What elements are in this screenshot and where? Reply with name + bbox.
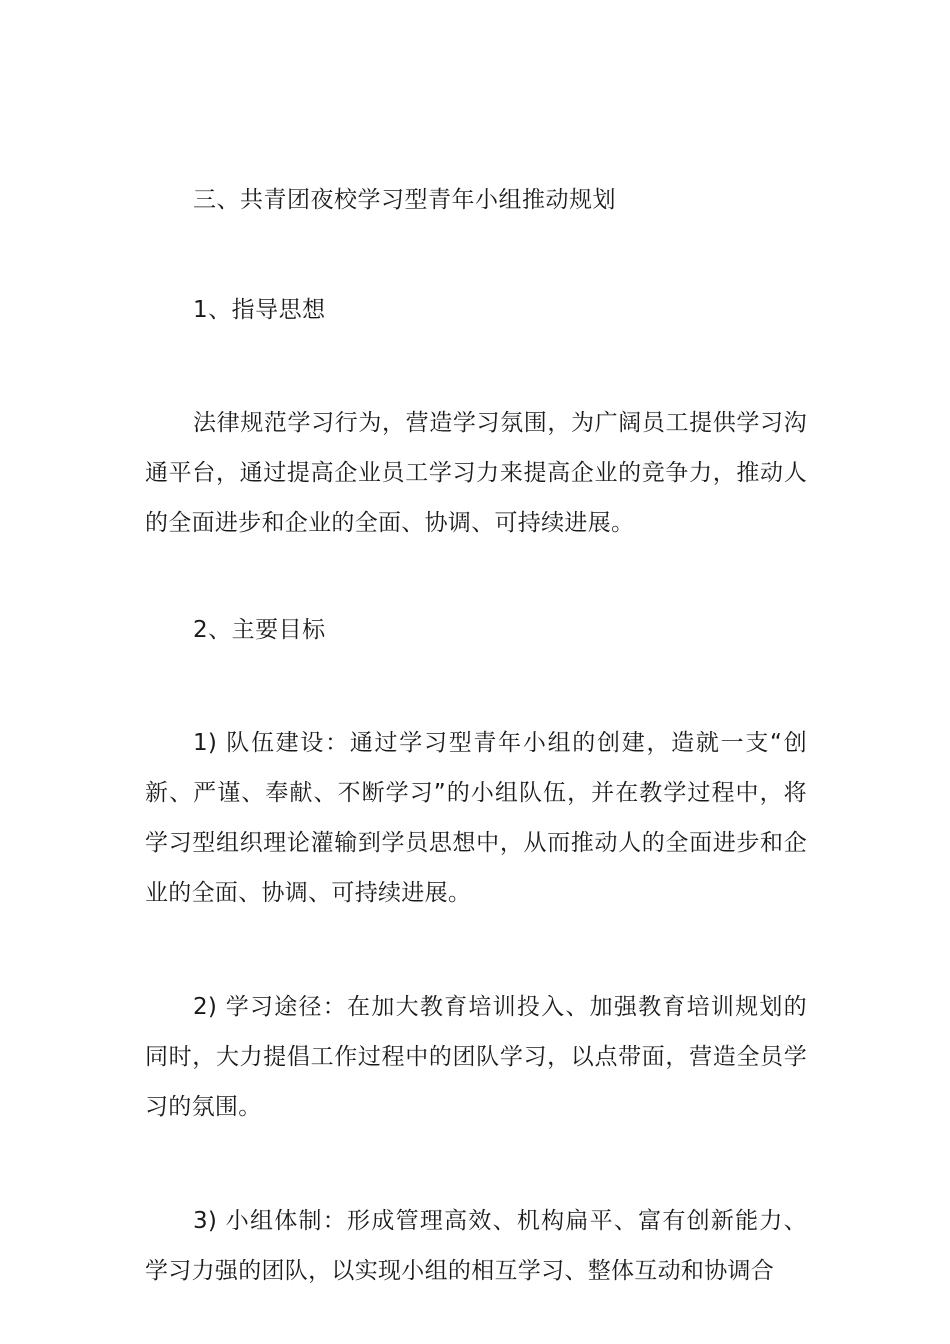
spacer (145, 918, 807, 982)
spacer (145, 652, 807, 718)
paragraph-group-system: 3) 小组体制：形成管理高效、机构扁平、富有创新能力、学习力强的团队，以实现小组的相互学习、整体互动和协调合 (145, 1208, 807, 1284)
paragraph-guiding-ideology: 法律规范学习行为，营造学习氛围，为广阔员工提供学习沟通平台，通过提高企业员工学习力来提高企业的竞争力，推动人的全面进步和企业的全面、协调、可持续进展。 (145, 410, 807, 536)
spacer (145, 1132, 807, 1196)
spacer (145, 332, 807, 398)
paragraph-learning-approach: 2) 学习途径：在加大教育培训投入、加强教育培训规划的同时，大力提倡工作过程中的团队学习，以点带面，营造全员学习的氛围。 (145, 994, 807, 1120)
spacer (145, 222, 807, 288)
subsection-title-main-goals: 2、主要目标 (193, 617, 326, 643)
subsection-title-guiding-ideology: 1、指导思想 (193, 297, 326, 323)
paragraph-team-building: 1) 队伍建设：通过学习型青年小组的创建，造就一支“创新、严谨、奉献、不断学习”的小组队伍，并在教学过程中，将学习型组织理论灌输到学员思想中，从而推动人的全面进步和企业的全面、协调、可持续进展。 (145, 730, 807, 906)
document-body (145, 178, 807, 1296)
spacer (145, 548, 807, 608)
section-title: 三、共青团夜校学习型青年小组推动规划 (193, 187, 616, 213)
